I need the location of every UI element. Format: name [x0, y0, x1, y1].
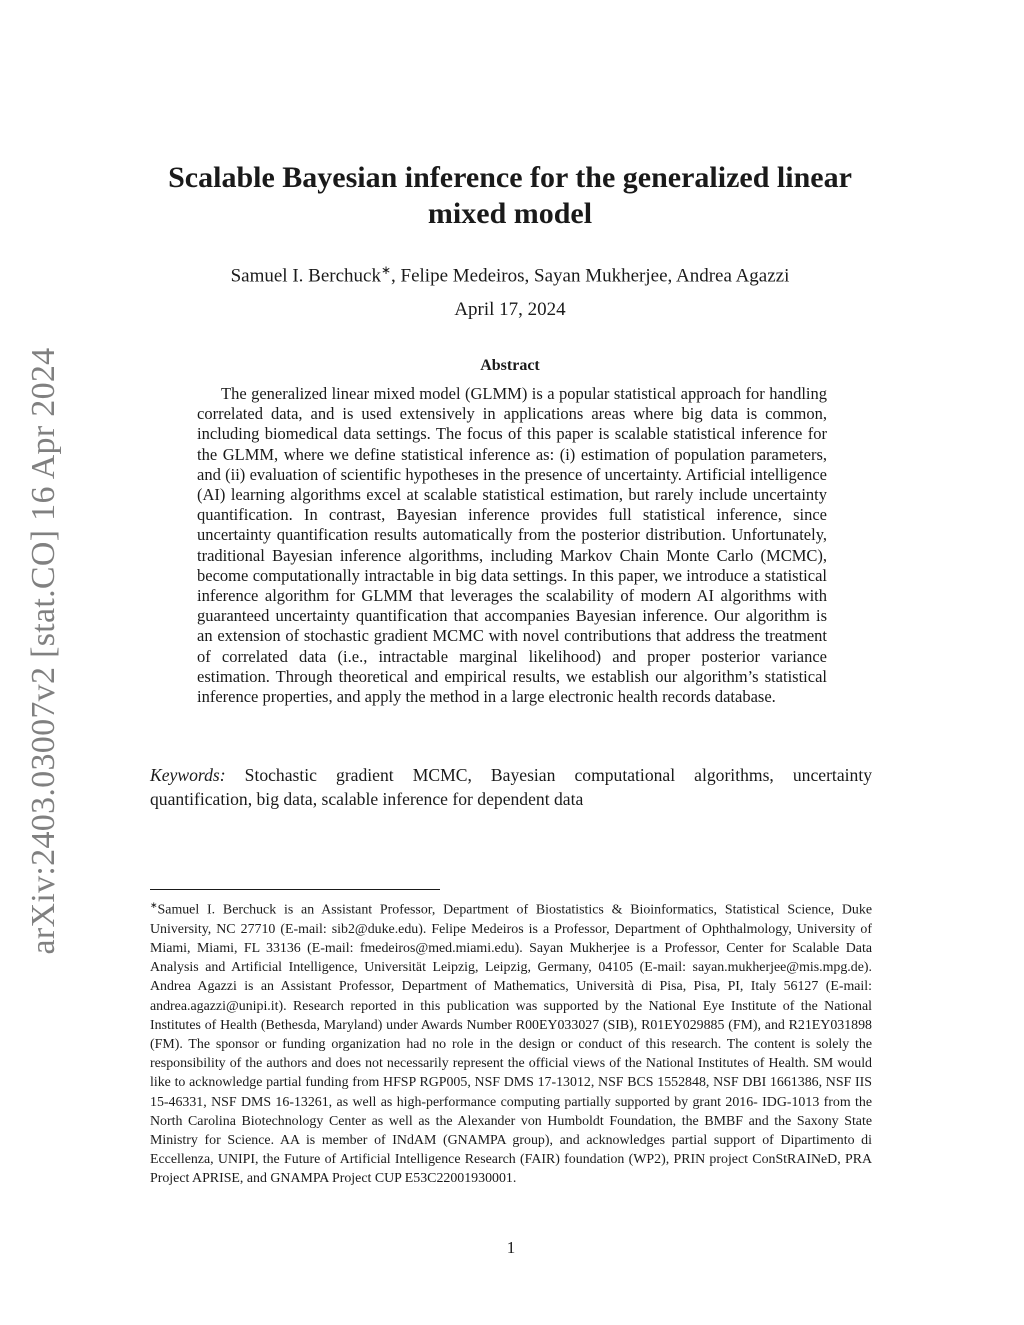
- author-list: [150, 258, 870, 288]
- paper-title: Scalable Bayesian inference for the generalized linear mixed model: [168, 161, 852, 230]
- author-footnote-marker: ∗: [380, 263, 392, 277]
- keywords-label: Keywords:: [150, 765, 226, 785]
- other-authors: , Felipe Medeiros, Sayan Mukherjee, Andrea Agazzi: [391, 265, 790, 287]
- footnote-marker: ∗: [150, 900, 158, 910]
- abstract-text: The generalized linear mixed model (GLMM) is a popular statistical approach for handling correlated data, and is used extensively in applications areas where big data is common, including biomedical data settings. The focus of this paper is scalable statistical inference for the GLMM, where we define statistical inference as: (i) estimation of population parameters, and (ii) evaluation of scientific hypotheses in the presence of uncertainty. Artificial intelligence (AI) learning algorithms excel at scalable statistical estimation, but rarely include uncertainty quantification. In contrast, Bayesian inference provides full statistical inference, since uncertainty quantification results automatically from the posterior distribution. Unfortunately, traditional Bayesian inference algorithms, including Markov Chain Monte Carlo (MCMC), become computationally intractable in big data settings. In this paper, we introduce a statistical inference algorithm for GLMM that leverages the scalability of modern AI algorithms with guaranteed uncertainty quantification that accompanies Bayesian inference. Our algorithm is an extension of stochastic gradient MCMC with novel contributions that address the treatment of correlated data (i.e., intractable marginal likelihood) and proper posterior variance estimation. Through theoretical and empirical results, we establish our algorithm’s statistical inference properties, and apply the method in a large electronic health records database.: [197, 384, 827, 707]
- footnote-divider: [150, 889, 440, 890]
- arxiv-identifier-text: arXiv:2403.03007v2 [stat.CO] 16 Apr 2024: [25, 347, 62, 955]
- footnote-text: Samuel I. Berchuck is an Assistant Professor, Department of Biostatistics & Bioinformatics, Statistical Science, Duke University, NC 27710 (E-mail: sib2@duke.edu). Felipe Medeiros is a Professor, Department of Ophthalmology, University of Miami, Miami, FL 33136 (E-mail: fmedeiros@med.miami.edu). Sayan Mukherjee is a Professor, Center for Scalable Data Analysis and Artificial Intelligence, Universität Leipzig, Leipzig, Germany, 04105 (E-mail: sayan.mukherjee@mis.mpg.de). Andrea Agazzi is an Assistant Professor, Department of Mathematics, Università di Pisa, Pisa, PI, Italy 56127 (E-mail: andrea.agazzi@unipi.it). Research reported in this publication was supported by the National Eye Institute of the National Institutes of Health (Bethesda, Maryland) under Awards Number R00EY033027 (SIB), R01EY029885 (FM), and R21EY031898 (FM). The sponsor or funding organization had no role in the design or conduct of this research. The content is solely the responsibility of the authors and does not necessarily represent the official views of the National Institutes of Health. SM would like to acknowledge partial funding from HFSP RGP005, NSF DMS 17-13012, NSF BCS 1552848, NSF DBI 1661386, NSF IIS 15-46331, NSF DMS 16-13261, as well as high-performance computing partially supported by grant 2016- IDG-1013 from the North Carolina Biotechnology Center as well as the Alexander von Humboldt Foundation, the BMBF and the Saxony State Ministry for Science. AA is member of INdAM (GNAMPA group), and acknowledges partial support of Dipartimento di Eccellenza, UNIPI, the Future of Artificial Intelligence Research (FAIR) foundation (WP2), PRIN project ConStRAINeD, PRA Project APRISE, and GNAMPA Project CUP E53C22001930001.: [150, 902, 872, 1187]
- author-footnote: [150, 896, 872, 1189]
- keywords-text: Stochastic gradient MCMC, Bayesian computational algorithms, uncertainty quantification, big data, scalable inference for dependent data: [150, 765, 873, 809]
- publication-date: April 17, 2024: [454, 299, 566, 320]
- keywords: [150, 763, 872, 811]
- first-author: Samuel I. Berchuck: [230, 265, 381, 287]
- page-number: 1: [506, 1238, 516, 1257]
- abstract-heading: Abstract: [480, 357, 540, 374]
